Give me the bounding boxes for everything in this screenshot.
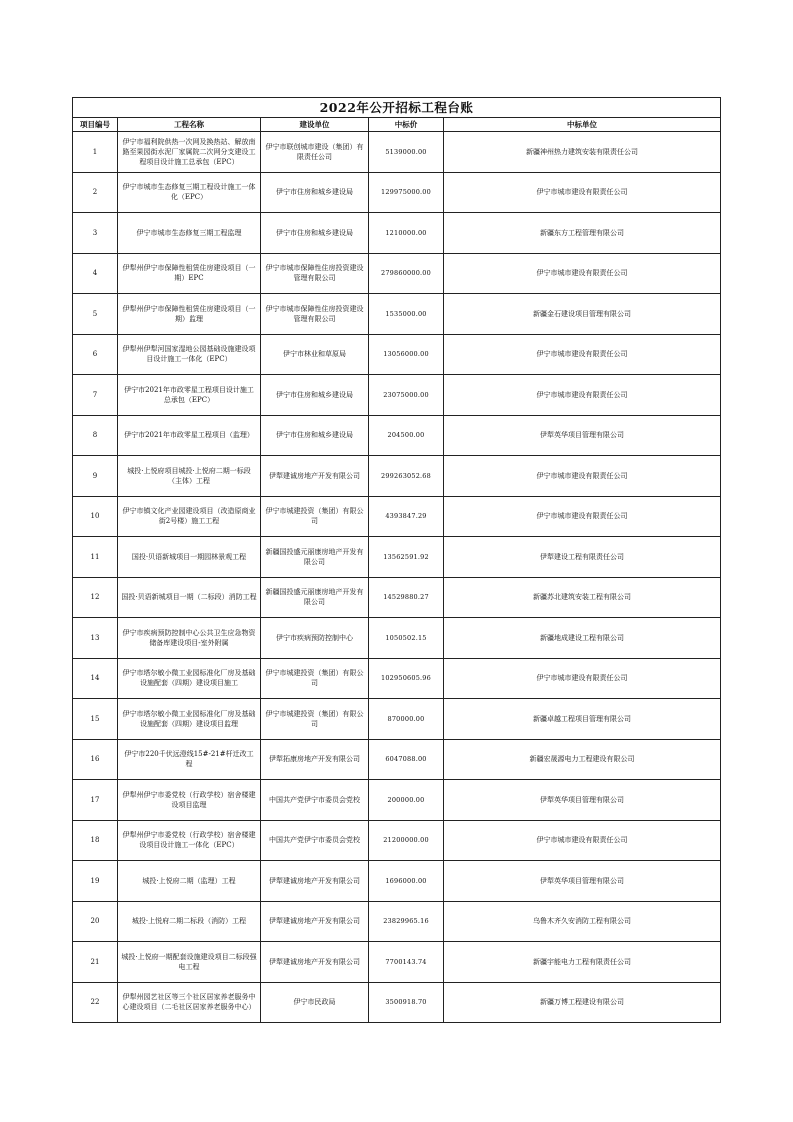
builder-cell: 伊宁市城建投资（集团）有限公司 <box>261 699 369 740</box>
table-row <box>73 618 721 659</box>
project-id-cell: 11 <box>73 537 118 578</box>
builder-cell: 中国共产党伊宁市委员会党校 <box>261 780 369 821</box>
project-id-cell: 1 <box>73 132 118 173</box>
winning-price-cell: 129975000.00 <box>369 172 444 213</box>
winning-company-cell: 伊宁市城市建设有限责任公司 <box>444 172 721 213</box>
builder-cell: 新疆国投盛元丽康房地产开发有限公司 <box>261 537 369 578</box>
winning-price-cell: 13056000.00 <box>369 334 444 375</box>
winning-price-cell: 5139000.00 <box>369 132 444 173</box>
builder-cell: 伊宁市住房和城乡建设局 <box>261 213 369 254</box>
table-row <box>73 739 721 780</box>
builder-cell: 伊宁市疾病预防控制中心 <box>261 618 369 659</box>
winning-price-cell: 14529880.27 <box>369 577 444 618</box>
winning-company-cell: 伊犁英华项目管理有限公司 <box>444 861 721 902</box>
project-id-cell: 21 <box>73 942 118 983</box>
header-row <box>73 118 721 132</box>
builder-cell: 伊犁建诚房地产开发有限公司 <box>261 901 369 942</box>
project-id-cell: 17 <box>73 780 118 821</box>
project-name-cell: 伊犁州伊宁市委党校（行政学校）宿舍楼建设项目监理 <box>118 780 261 821</box>
table-row <box>73 496 721 537</box>
table-row <box>73 172 721 213</box>
builder-cell: 新疆国投盛元丽康房地产开发有限公司 <box>261 577 369 618</box>
builder-cell: 伊犁建诚房地产开发有限公司 <box>261 456 369 497</box>
winning-price-cell: 204500.00 <box>369 415 444 456</box>
winning-company-cell: 新疆宏晟源电力工程建设有限公司 <box>444 739 721 780</box>
table-row <box>73 132 721 173</box>
winning-price-cell: 200000.00 <box>369 780 444 821</box>
table-row <box>73 537 721 578</box>
winning-price-cell: 1535000.00 <box>369 294 444 335</box>
winning-price-cell: 4393847.29 <box>369 496 444 537</box>
winning-company-cell: 伊宁市城市建设有限责任公司 <box>444 820 721 861</box>
builder-cell: 伊宁市住房和城乡建设局 <box>261 415 369 456</box>
winning-company-cell: 新疆东方工程管理有限公司 <box>444 213 721 254</box>
table-row <box>73 334 721 375</box>
project-name-cell: 城投·上悦府项目城投·上悦府二期一标段（主体）工程 <box>118 456 261 497</box>
winning-company-cell: 乌鲁木齐久安消防工程有限公司 <box>444 901 721 942</box>
project-id-cell: 6 <box>73 334 118 375</box>
winning-price-cell: 102950605.96 <box>369 658 444 699</box>
header-project-name: 工程名称 <box>118 118 261 132</box>
table-row <box>73 456 721 497</box>
table-row <box>73 901 721 942</box>
header-builder: 建设单位 <box>261 118 369 132</box>
tender-ledger-table <box>72 97 721 1023</box>
header-project-id: 项目编号 <box>73 118 118 132</box>
project-name-cell: 城投·上悦府二期（监理）工程 <box>118 861 261 902</box>
project-name-cell: 伊犁州伊宁市保障性租赁住房建设项目（一期）EPC <box>118 253 261 294</box>
winning-company-cell: 新疆卓越工程项目管理有限公司 <box>444 699 721 740</box>
table-row <box>73 699 721 740</box>
winning-price-cell: 1050502.15 <box>369 618 444 659</box>
project-name-cell: 伊宁市镇文化产业园建设项目（改造原商业街2号楼）施工工程 <box>118 496 261 537</box>
project-id-cell: 16 <box>73 739 118 780</box>
table-row <box>73 253 721 294</box>
project-id-cell: 22 <box>73 982 118 1023</box>
project-id-cell: 9 <box>73 456 118 497</box>
project-name-cell: 伊宁市塔尔敏小微工业园标准化厂房及基础设施配套（四期）建设项目施工 <box>118 658 261 699</box>
winning-price-cell: 1696000.00 <box>369 861 444 902</box>
winning-company-cell: 伊犁英华项目管理有限公司 <box>444 780 721 821</box>
winning-company-cell: 新疆地成建设工程有限公司 <box>444 618 721 659</box>
project-name-cell: 伊宁市塔尔敏小微工业园标准化厂房及基础设施配套（四期）建设项目监理 <box>118 699 261 740</box>
builder-cell: 伊宁市联创城市建设（集团）有限责任公司 <box>261 132 369 173</box>
table-row <box>73 294 721 335</box>
builder-cell: 伊犁拓康房地产开发有限公司 <box>261 739 369 780</box>
project-name-cell: 伊宁市福利院供热一次网及换热站、解放南路至果园街水泥厂家属院二次网分支建设工程项目设计施工总承包（EPC） <box>118 132 261 173</box>
winning-company-cell: 伊犁建设工程有限责任公司 <box>444 537 721 578</box>
builder-cell: 伊宁市城建投资（集团）有限公司 <box>261 658 369 699</box>
builder-cell: 伊宁市城市保障性住房投资建设管理有限公司 <box>261 294 369 335</box>
winning-price-cell: 299263052.68 <box>369 456 444 497</box>
table-row <box>73 780 721 821</box>
table-row <box>73 658 721 699</box>
project-name-cell: 国投·贝语新城项目一期（二标段）消防工程 <box>118 577 261 618</box>
builder-cell: 中国共产党伊宁市委员会党校 <box>261 820 369 861</box>
winning-price-cell: 7700143.74 <box>369 942 444 983</box>
builder-cell: 伊宁市城建投资（集团）有限公司 <box>261 496 369 537</box>
project-id-cell: 15 <box>73 699 118 740</box>
winning-price-cell: 870000.00 <box>369 699 444 740</box>
project-name-cell: 城投·上悦府二期二标段（消防）工程 <box>118 901 261 942</box>
table-row <box>73 942 721 983</box>
ledger-body <box>73 132 721 1023</box>
project-name-cell: 伊宁市城市生态修复三期工程监理 <box>118 213 261 254</box>
project-id-cell: 18 <box>73 820 118 861</box>
header-winning-price: 中标价 <box>369 118 444 132</box>
project-id-cell: 3 <box>73 213 118 254</box>
header-winning-company: 中标单位 <box>444 118 721 132</box>
winning-company-cell: 伊宁市城市建设有限责任公司 <box>444 334 721 375</box>
winning-company-cell: 新疆神州热力建筑安装有限责任公司 <box>444 132 721 173</box>
project-id-cell: 14 <box>73 658 118 699</box>
winning-price-cell: 3500918.70 <box>369 982 444 1023</box>
table-row <box>73 982 721 1023</box>
winning-company-cell: 新疆苏北建筑安装工程有限公司 <box>444 577 721 618</box>
table-row <box>73 577 721 618</box>
builder-cell: 伊宁市城市保障性住房投资建设管理有限公司 <box>261 253 369 294</box>
project-id-cell: 7 <box>73 375 118 416</box>
winning-company-cell: 新疆宇能电力工程有限责任公司 <box>444 942 721 983</box>
winning-company-cell: 伊宁市城市建设有限责任公司 <box>444 496 721 537</box>
table-row <box>73 213 721 254</box>
table-row <box>73 861 721 902</box>
table-row <box>73 820 721 861</box>
project-id-cell: 12 <box>73 577 118 618</box>
winning-price-cell: 21200000.00 <box>369 820 444 861</box>
winning-price-cell: 6047088.00 <box>369 739 444 780</box>
title-row <box>73 98 721 118</box>
builder-cell: 伊宁市林业和草原局 <box>261 334 369 375</box>
builder-cell: 伊宁市民政局 <box>261 982 369 1023</box>
winning-company-cell: 伊宁市城市建设有限责任公司 <box>444 456 721 497</box>
project-id-cell: 2 <box>73 172 118 213</box>
project-id-cell: 5 <box>73 294 118 335</box>
winning-price-cell: 13562591.92 <box>369 537 444 578</box>
project-name-cell: 伊犁州伊宁市委党校（行政学校）宿舍楼建设项目设计施工一体化（EPC） <box>118 820 261 861</box>
winning-price-cell: 279860000.00 <box>369 253 444 294</box>
ledger-title: 2022年公开招标工程台账 <box>73 98 721 118</box>
table-row <box>73 375 721 416</box>
project-name-cell: 国投·贝语新城项目一期园林景观工程 <box>118 537 261 578</box>
winning-company-cell: 新疆万博工程建设有限公司 <box>444 982 721 1023</box>
winning-price-cell: 23829965.16 <box>369 901 444 942</box>
builder-cell: 伊宁市住房和城乡建设局 <box>261 172 369 213</box>
builder-cell: 伊犁建诚房地产开发有限公司 <box>261 942 369 983</box>
winning-company-cell: 新疆金石建设项目管理有限公司 <box>444 294 721 335</box>
project-name-cell: 伊犁州伊犁河国家湿地公园基础设施建设项目设计施工一体化（EPC） <box>118 334 261 375</box>
project-name-cell: 伊犁州园艺社区等三个社区居家养老服务中心建设项目（二毛社区居家养老服务中心） <box>118 982 261 1023</box>
builder-cell: 伊宁市住房和城乡建设局 <box>261 375 369 416</box>
project-name-cell: 伊宁市220千伏远澄线15#-21#杆迁改工程 <box>118 739 261 780</box>
winning-price-cell: 23075000.00 <box>369 375 444 416</box>
project-name-cell: 伊宁市城市生态修复三期工程设计施工一体化（EPC） <box>118 172 261 213</box>
project-name-cell: 伊犁州伊宁市保障性租赁住房建设项目（一期）监理 <box>118 294 261 335</box>
builder-cell: 伊犁建诚房地产开发有限公司 <box>261 861 369 902</box>
project-id-cell: 8 <box>73 415 118 456</box>
project-name-cell: 城投·上悦府一期配套设施建设项目二标段强电工程 <box>118 942 261 983</box>
project-id-cell: 19 <box>73 861 118 902</box>
project-id-cell: 13 <box>73 618 118 659</box>
winning-company-cell: 伊犁英华项目管理有限公司 <box>444 415 721 456</box>
project-id-cell: 10 <box>73 496 118 537</box>
winning-company-cell: 伊宁市城市建设有限责任公司 <box>444 658 721 699</box>
project-id-cell: 4 <box>73 253 118 294</box>
winning-price-cell: 1210000.00 <box>369 213 444 254</box>
project-name-cell: 伊宁市2021年市政零星工程项目设计施工总承包（EPC） <box>118 375 261 416</box>
project-name-cell: 伊宁市2021年市政零星工程项目（监理） <box>118 415 261 456</box>
table-row <box>73 415 721 456</box>
project-name-cell: 伊宁市疾病预防控制中心公共卫生应急物资储备库建设项目-室外附属 <box>118 618 261 659</box>
winning-company-cell: 伊宁市城市建设有限责任公司 <box>444 375 721 416</box>
project-id-cell: 20 <box>73 901 118 942</box>
winning-company-cell: 伊宁市城市建设有限责任公司 <box>444 253 721 294</box>
